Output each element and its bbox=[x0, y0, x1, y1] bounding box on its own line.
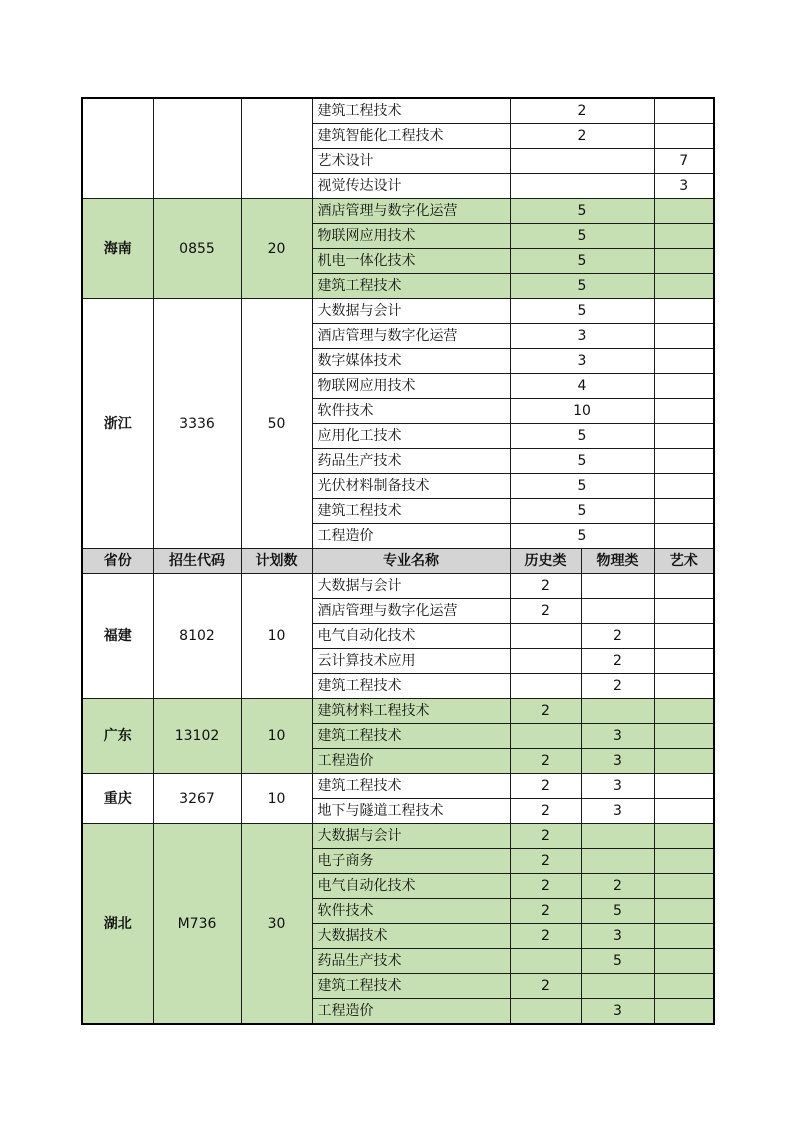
art-quota-cell bbox=[654, 924, 714, 949]
major-name-cell: 大数据技术 bbox=[312, 924, 510, 949]
major-name-cell: 药品生产技术 bbox=[312, 949, 510, 974]
province-cell: 福建 bbox=[82, 574, 153, 699]
province-cell: 重庆 bbox=[82, 774, 153, 824]
major-name-cell: 建筑工程技术 bbox=[312, 674, 510, 699]
major-name-cell: 酒店管理与数字化运营 bbox=[312, 324, 510, 349]
physics-quota-cell bbox=[581, 599, 654, 624]
art-quota-cell bbox=[654, 424, 714, 449]
combined-quota-cell: 5 bbox=[510, 299, 654, 324]
art-quota-cell bbox=[654, 224, 714, 249]
major-name-cell: 物联网应用技术 bbox=[312, 224, 510, 249]
physics-quota-cell bbox=[581, 974, 654, 999]
table-row bbox=[82, 774, 714, 799]
combined-quota-cell: 5 bbox=[510, 449, 654, 474]
art-quota-cell bbox=[654, 524, 714, 549]
major-name-cell: 地下与隧道工程技术 bbox=[312, 799, 510, 824]
history-quota-cell: 2 bbox=[510, 799, 581, 824]
physics-quota-cell: 2 bbox=[581, 649, 654, 674]
plan-count-cell: 10 bbox=[241, 699, 312, 774]
major-name-cell: 大数据与会计 bbox=[312, 824, 510, 849]
history-quota-cell: 2 bbox=[510, 849, 581, 874]
combined-quota-cell: 5 bbox=[510, 199, 654, 224]
art-quota-cell bbox=[654, 724, 714, 749]
combined-quota-cell bbox=[510, 149, 654, 174]
art-quota-cell bbox=[654, 249, 714, 274]
province-cell: 湖北 bbox=[82, 824, 153, 1025]
major-name-cell: 数字媒体技术 bbox=[312, 349, 510, 374]
enrollment-code-cell: 3336 bbox=[153, 299, 241, 549]
combined-quota-cell: 2 bbox=[510, 124, 654, 149]
major-name-cell: 艺术设计 bbox=[312, 149, 510, 174]
enrollment-plan-table bbox=[81, 97, 715, 1025]
table-row bbox=[82, 199, 714, 224]
history-quota-cell bbox=[510, 949, 581, 974]
enrollment-code-cell bbox=[153, 98, 241, 199]
combined-quota-cell: 5 bbox=[510, 474, 654, 499]
combined-quota-cell bbox=[510, 174, 654, 199]
physics-quota-cell: 3 bbox=[581, 774, 654, 799]
major-name-cell: 视觉传达设计 bbox=[312, 174, 510, 199]
combined-quota-cell: 4 bbox=[510, 374, 654, 399]
major-name-cell: 物联网应用技术 bbox=[312, 374, 510, 399]
combined-quota-cell: 5 bbox=[510, 249, 654, 274]
province-cell: 广东 bbox=[82, 699, 153, 774]
major-name-cell: 工程造价 bbox=[312, 999, 510, 1025]
physics-quota-cell: 2 bbox=[581, 624, 654, 649]
major-name-cell: 电气自动化技术 bbox=[312, 874, 510, 899]
physics-quota-cell: 3 bbox=[581, 749, 654, 774]
art-quota-cell bbox=[654, 699, 714, 724]
major-name-cell: 建筑工程技术 bbox=[312, 98, 510, 124]
art-quota-cell bbox=[654, 199, 714, 224]
header-major: 专业名称 bbox=[312, 549, 510, 574]
table-row bbox=[82, 98, 714, 124]
major-name-cell: 软件技术 bbox=[312, 899, 510, 924]
art-quota-cell bbox=[654, 574, 714, 599]
physics-quota-cell bbox=[581, 824, 654, 849]
art-quota-cell bbox=[654, 124, 714, 149]
history-quota-cell bbox=[510, 649, 581, 674]
enrollment-code-cell: M736 bbox=[153, 824, 241, 1025]
combined-quota-cell: 5 bbox=[510, 499, 654, 524]
plan-count-cell bbox=[241, 98, 312, 199]
history-quota-cell: 2 bbox=[510, 824, 581, 849]
enrollment-code-cell: 8102 bbox=[153, 574, 241, 699]
enrollment-code-cell: 0855 bbox=[153, 199, 241, 299]
physics-quota-cell bbox=[581, 849, 654, 874]
plan-count-cell: 20 bbox=[241, 199, 312, 299]
physics-quota-cell bbox=[581, 574, 654, 599]
major-name-cell: 机电一体化技术 bbox=[312, 249, 510, 274]
major-name-cell: 药品生产技术 bbox=[312, 449, 510, 474]
major-name-cell: 大数据与会计 bbox=[312, 574, 510, 599]
combined-quota-cell: 5 bbox=[510, 274, 654, 299]
physics-quota-cell: 5 bbox=[581, 899, 654, 924]
major-name-cell: 建筑智能化工程技术 bbox=[312, 124, 510, 149]
major-name-cell: 电子商务 bbox=[312, 849, 510, 874]
history-quota-cell: 2 bbox=[510, 599, 581, 624]
major-name-cell: 酒店管理与数字化运营 bbox=[312, 199, 510, 224]
header-physics: 物理类 bbox=[581, 549, 654, 574]
enrollment-code-cell: 3267 bbox=[153, 774, 241, 824]
history-quota-cell: 2 bbox=[510, 924, 581, 949]
art-quota-cell bbox=[654, 849, 714, 874]
combined-quota-cell: 10 bbox=[510, 399, 654, 424]
major-name-cell: 建筑工程技术 bbox=[312, 774, 510, 799]
combined-quota-cell: 5 bbox=[510, 424, 654, 449]
physics-quota-cell: 2 bbox=[581, 674, 654, 699]
history-quota-cell: 2 bbox=[510, 574, 581, 599]
history-quota-cell bbox=[510, 724, 581, 749]
physics-quota-cell: 3 bbox=[581, 724, 654, 749]
province-cell: 浙江 bbox=[82, 299, 153, 549]
art-quota-cell bbox=[654, 98, 714, 124]
art-quota-cell: 3 bbox=[654, 174, 714, 199]
major-name-cell: 大数据与会计 bbox=[312, 299, 510, 324]
plan-count-cell: 10 bbox=[241, 774, 312, 824]
history-quota-cell: 2 bbox=[510, 774, 581, 799]
art-quota-cell bbox=[654, 599, 714, 624]
header-art: 艺术 bbox=[654, 549, 714, 574]
plan-count-cell: 30 bbox=[241, 824, 312, 1025]
header-code: 招生代码 bbox=[153, 549, 241, 574]
physics-quota-cell: 2 bbox=[581, 874, 654, 899]
combined-quota-cell: 3 bbox=[510, 349, 654, 374]
physics-quota-cell: 3 bbox=[581, 799, 654, 824]
art-quota-cell bbox=[654, 499, 714, 524]
art-quota-cell bbox=[654, 349, 714, 374]
history-quota-cell: 2 bbox=[510, 749, 581, 774]
history-quota-cell bbox=[510, 674, 581, 699]
art-quota-cell bbox=[654, 799, 714, 824]
art-quota-cell bbox=[654, 774, 714, 799]
combined-quota-cell: 3 bbox=[510, 324, 654, 349]
art-quota-cell bbox=[654, 374, 714, 399]
art-quota-cell bbox=[654, 274, 714, 299]
history-quota-cell bbox=[510, 999, 581, 1025]
art-quota-cell bbox=[654, 674, 714, 699]
header-province: 省份 bbox=[82, 549, 153, 574]
major-name-cell: 建筑工程技术 bbox=[312, 499, 510, 524]
art-quota-cell bbox=[654, 399, 714, 424]
table-row bbox=[82, 574, 714, 599]
art-quota-cell bbox=[654, 949, 714, 974]
art-quota-cell: 7 bbox=[654, 149, 714, 174]
major-name-cell: 软件技术 bbox=[312, 399, 510, 424]
table-row bbox=[82, 299, 714, 324]
header-plan: 计划数 bbox=[241, 549, 312, 574]
art-quota-cell bbox=[654, 474, 714, 499]
major-name-cell: 建筑工程技术 bbox=[312, 274, 510, 299]
history-quota-cell: 2 bbox=[510, 699, 581, 724]
major-name-cell: 工程造价 bbox=[312, 749, 510, 774]
major-name-cell: 建筑工程技术 bbox=[312, 974, 510, 999]
art-quota-cell bbox=[654, 874, 714, 899]
combined-quota-cell: 5 bbox=[510, 224, 654, 249]
province-cell bbox=[82, 98, 153, 199]
history-quota-cell: 2 bbox=[510, 874, 581, 899]
header-row bbox=[82, 549, 714, 574]
art-quota-cell bbox=[654, 649, 714, 674]
major-name-cell: 酒店管理与数字化运营 bbox=[312, 599, 510, 624]
major-name-cell: 应用化工技术 bbox=[312, 424, 510, 449]
plan-count-cell: 10 bbox=[241, 574, 312, 699]
header-history: 历史类 bbox=[510, 549, 581, 574]
art-quota-cell bbox=[654, 449, 714, 474]
physics-quota-cell: 3 bbox=[581, 924, 654, 949]
physics-quota-cell bbox=[581, 699, 654, 724]
art-quota-cell bbox=[654, 624, 714, 649]
table-row bbox=[82, 824, 714, 849]
art-quota-cell bbox=[654, 324, 714, 349]
physics-quota-cell: 3 bbox=[581, 999, 654, 1025]
art-quota-cell bbox=[654, 899, 714, 924]
art-quota-cell bbox=[654, 974, 714, 999]
province-cell: 海南 bbox=[82, 199, 153, 299]
table-row bbox=[82, 699, 714, 724]
history-quota-cell: 2 bbox=[510, 899, 581, 924]
enrollment-code-cell: 13102 bbox=[153, 699, 241, 774]
combined-quota-cell: 2 bbox=[510, 98, 654, 124]
physics-quota-cell: 5 bbox=[581, 949, 654, 974]
major-name-cell: 工程造价 bbox=[312, 524, 510, 549]
art-quota-cell bbox=[654, 299, 714, 324]
history-quota-cell bbox=[510, 624, 581, 649]
major-name-cell: 建筑工程技术 bbox=[312, 724, 510, 749]
major-name-cell: 云计算技术应用 bbox=[312, 649, 510, 674]
combined-quota-cell: 5 bbox=[510, 524, 654, 549]
art-quota-cell bbox=[654, 749, 714, 774]
major-name-cell: 光伏材料制备技术 bbox=[312, 474, 510, 499]
history-quota-cell: 2 bbox=[510, 974, 581, 999]
art-quota-cell bbox=[654, 999, 714, 1025]
art-quota-cell bbox=[654, 824, 714, 849]
plan-count-cell: 50 bbox=[241, 299, 312, 549]
major-name-cell: 电气自动化技术 bbox=[312, 624, 510, 649]
major-name-cell: 建筑材料工程技术 bbox=[312, 699, 510, 724]
